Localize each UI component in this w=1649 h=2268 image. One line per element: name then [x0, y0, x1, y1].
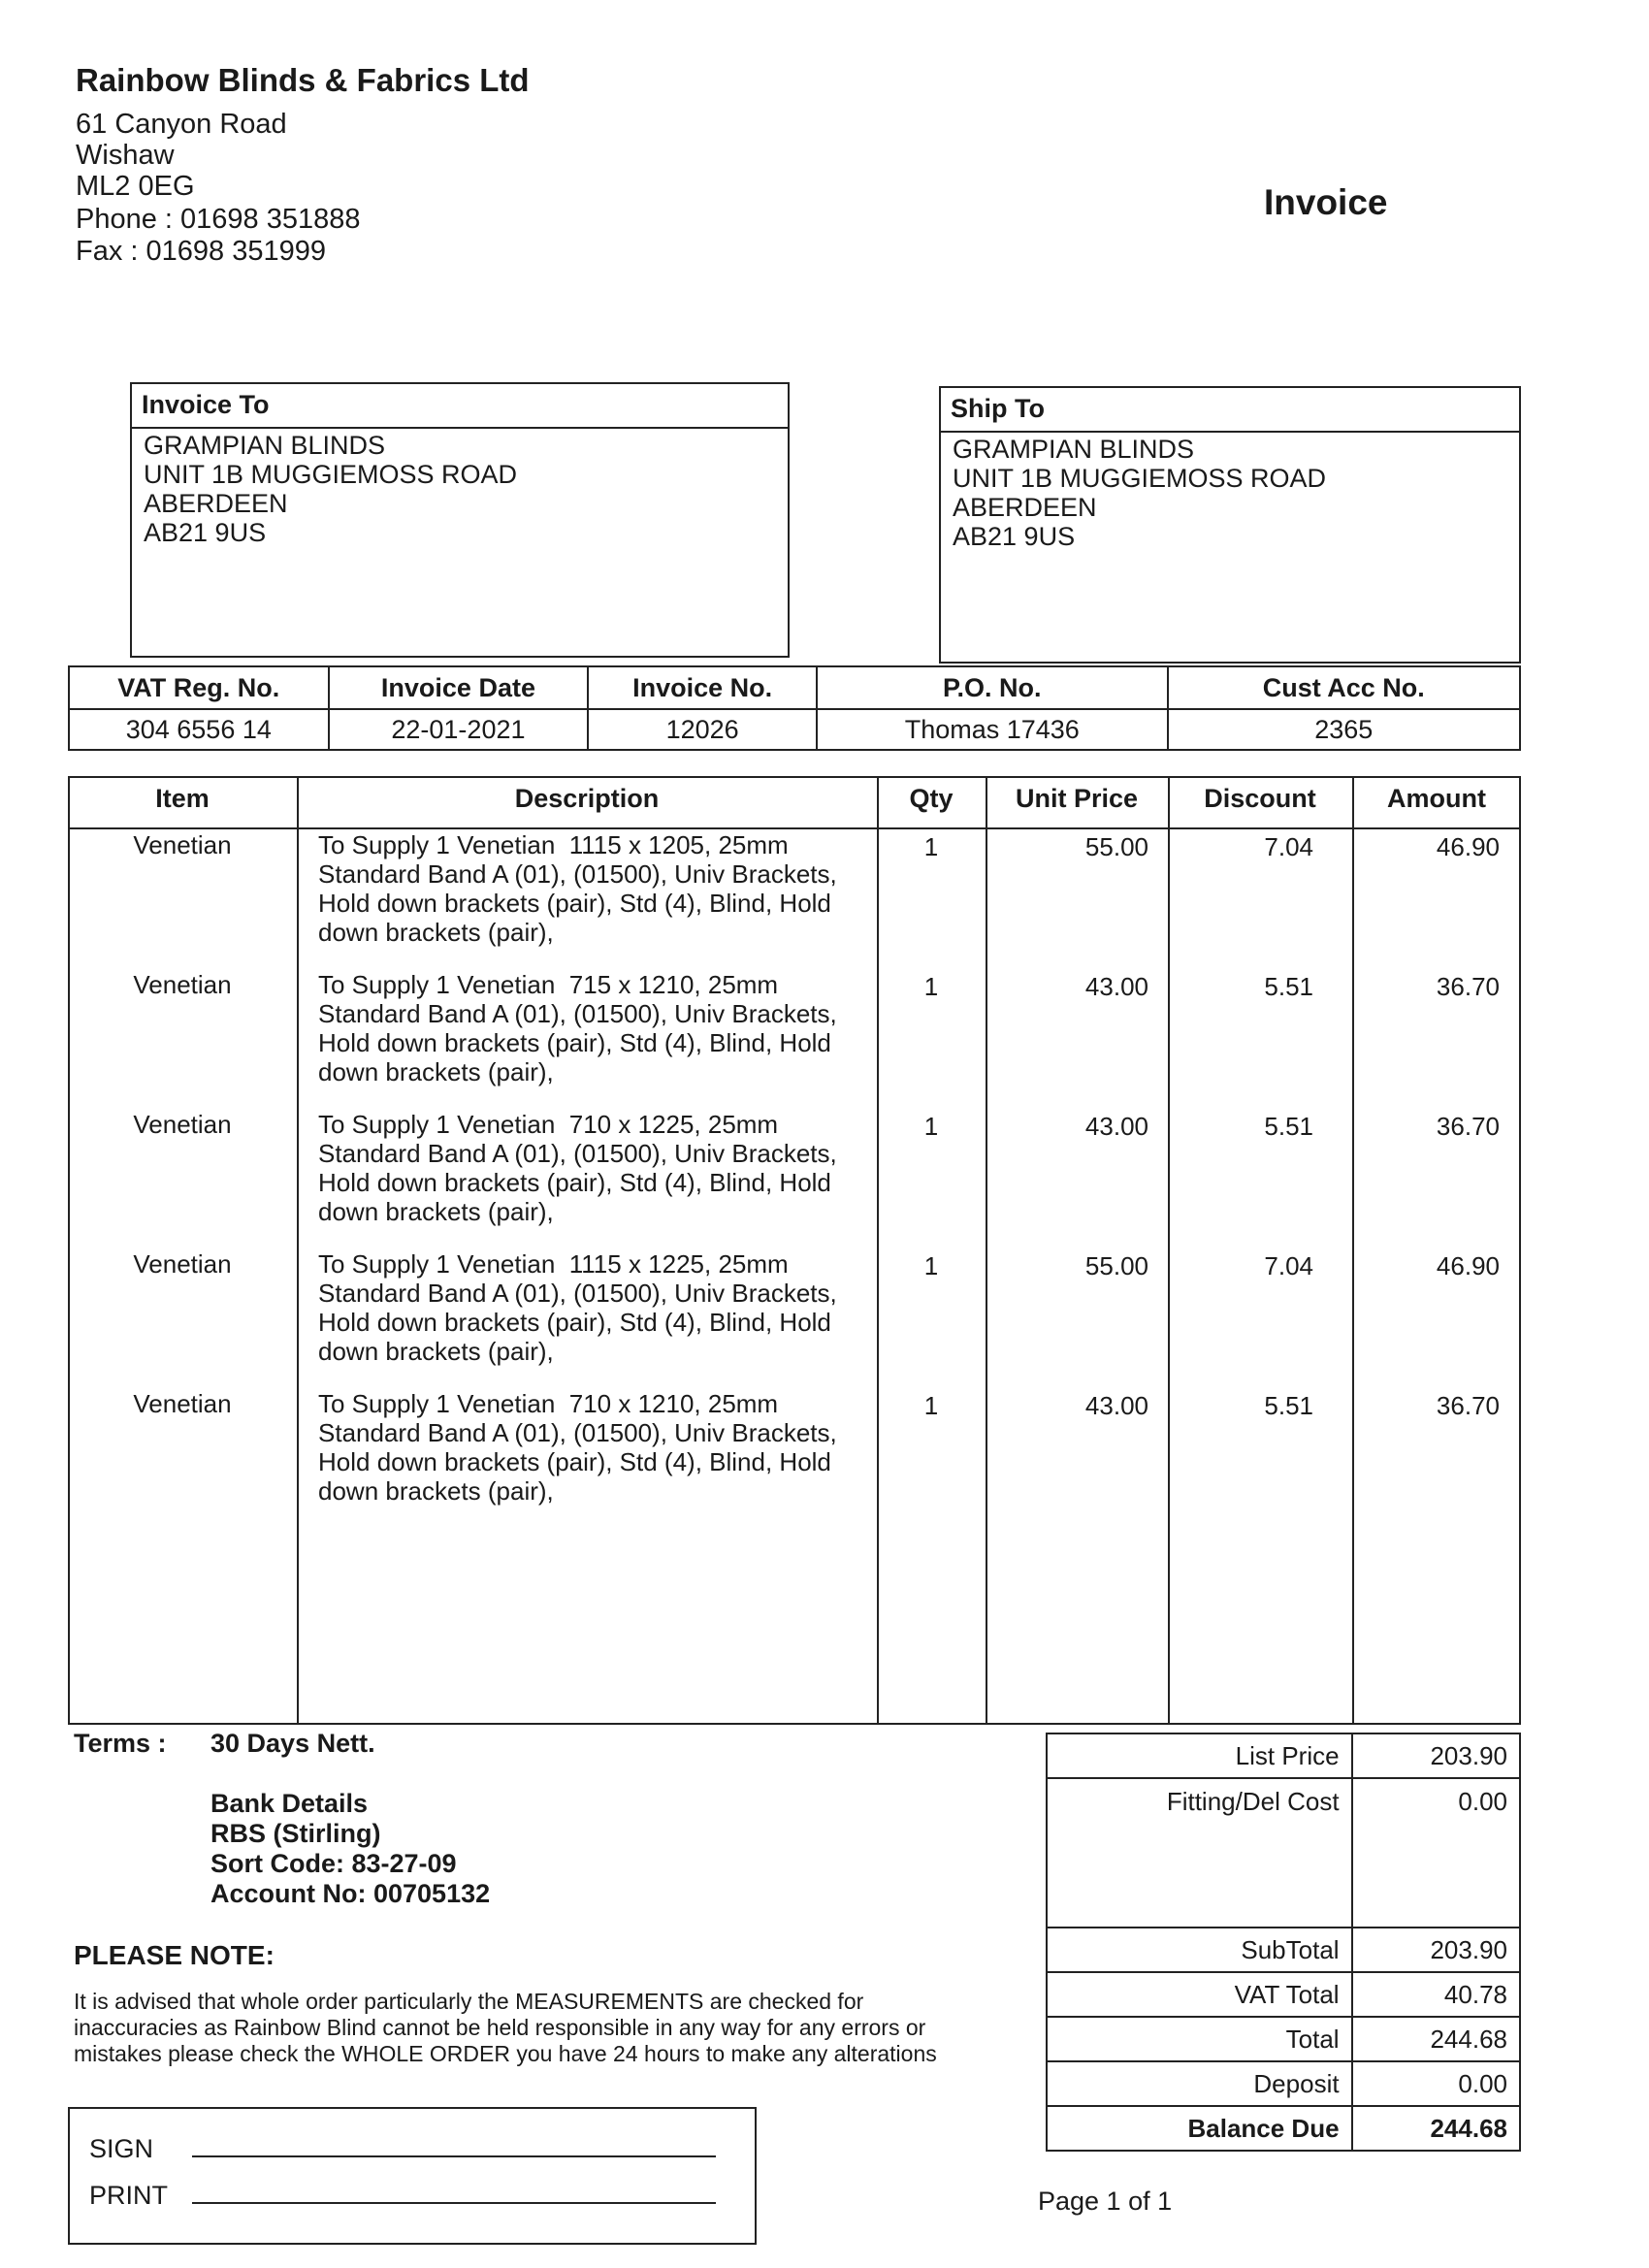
sort-code: Sort Code: 83-27-09: [210, 1849, 457, 1878]
description-line: To Supply 1 Venetian 710 x 1225, 25mm: [318, 1110, 779, 1139]
amount-cell: 36.70: [1436, 1112, 1500, 1141]
description-line: Hold down brackets (pair), Std (4), Blind, Hold: [318, 1447, 831, 1476]
description-line: Hold down brackets (pair), Std (4), Blind, Hold: [318, 1028, 831, 1057]
po-no-value: Thomas 17436: [817, 709, 1168, 750]
note-line: It is advised that whole order particularly the MEASUREMENTS are checked for: [74, 1989, 864, 2014]
description-cell: [318, 830, 871, 947]
description-line: down brackets (pair),: [318, 1197, 554, 1226]
column-divider: [877, 776, 879, 1725]
total-label: Total: [1047, 2017, 1352, 2061]
description-line: Hold down brackets (pair), Std (4), Blind, Hold: [318, 889, 831, 918]
item-header: Item: [155, 784, 210, 813]
item-cell: Venetian: [133, 830, 232, 859]
description-line: Standard Band A (01), (01500), Univ Brackets,: [318, 999, 837, 1028]
amount-header: Amount: [1387, 784, 1486, 813]
amount-cell: 36.70: [1436, 972, 1500, 1001]
qty-cell: 1: [923, 832, 939, 861]
terms-label: Terms :: [74, 1729, 167, 1758]
unit-price-cell: 43.00: [1084, 1112, 1148, 1141]
unit-price-cell: 55.00: [1084, 1251, 1148, 1280]
item-cell: Venetian: [133, 970, 232, 999]
invoice-to-line: AB21 9US: [144, 518, 267, 547]
ship-to-label: Ship To: [941, 388, 1519, 433]
description-line: down brackets (pair),: [318, 1476, 554, 1506]
qty-cell: 1: [923, 972, 939, 1001]
discount-cell: 5.51: [1264, 1391, 1313, 1420]
print-line[interactable]: [192, 2202, 716, 2204]
fitting-cost-value: 0.00: [1352, 1778, 1520, 1928]
description-line: To Supply 1 Venetian 1115 x 1205, 25mm: [318, 830, 789, 859]
discount-cell: 7.04: [1264, 832, 1313, 861]
account-number: Account No: 00705132: [210, 1879, 491, 1908]
column-divider: [1352, 776, 1354, 1725]
print-label: PRINT: [89, 2181, 168, 2210]
description-line: Standard Band A (01), (01500), Univ Brackets,: [318, 859, 837, 889]
invoice-to-line: GRAMPIAN BLINDS: [144, 431, 386, 460]
subtotal-value: 203.90: [1352, 1928, 1520, 1972]
note-title: PLEASE NOTE:: [74, 1940, 275, 1970]
invoice-to-line: UNIT 1B MUGGIEMOSS ROAD: [144, 460, 518, 489]
description-line: Hold down brackets (pair), Std (4), Blind, Hold: [318, 1308, 831, 1337]
description-line: Standard Band A (01), (01500), Univ Brackets,: [318, 1139, 837, 1168]
balance-due-label: Balance Due: [1047, 2106, 1352, 2151]
description-header: Description: [514, 784, 660, 813]
unit-price-header: Unit Price: [1015, 784, 1139, 813]
description-line: Hold down brackets (pair), Std (4), Blind, Hold: [318, 1168, 831, 1197]
description-line: down brackets (pair),: [318, 918, 554, 947]
discount-cell: 5.51: [1264, 972, 1313, 1001]
cust-acc-header: Cust Acc No.: [1168, 666, 1520, 709]
discount-cell: 7.04: [1264, 1251, 1313, 1280]
invoice-no-value: 12026: [588, 709, 817, 750]
subtotal-label: SubTotal: [1047, 1928, 1352, 1972]
vat-total-value: 40.78: [1352, 1972, 1520, 2017]
total-value: 244.68: [1352, 2017, 1520, 2061]
amount-cell: 36.70: [1436, 1391, 1500, 1420]
item-cell: Venetian: [133, 1389, 232, 1418]
item-cell: Venetian: [133, 1110, 232, 1139]
discount-cell: 5.51: [1264, 1112, 1313, 1141]
document-title: Invoice: [1264, 182, 1388, 222]
deposit-value: 0.00: [1352, 2061, 1520, 2106]
unit-price-cell: 43.00: [1084, 1391, 1148, 1420]
column-divider: [1168, 776, 1170, 1725]
description-line: To Supply 1 Venetian 715 x 1210, 25mm: [318, 970, 779, 999]
note-line: mistakes please check the WHOLE ORDER you have 24 hours to make any alterations: [74, 2041, 937, 2066]
cust-acc-value: 2365: [1168, 709, 1520, 750]
bank-name: RBS (Stirling): [210, 1819, 381, 1848]
company-fax: Fax : 01698 351999: [76, 236, 326, 267]
invoice-to-label: Invoice To: [132, 384, 788, 429]
vat-reg-value: 304 6556 14: [69, 709, 329, 750]
sign-label: SIGN: [89, 2134, 154, 2163]
vat-reg-header: VAT Reg. No.: [69, 666, 329, 709]
ship-to-line: ABERDEEN: [953, 493, 1097, 522]
invoice-info-table: [68, 665, 1521, 751]
description-cell: [318, 1110, 871, 1226]
description-cell: [318, 1249, 871, 1366]
description-line: down brackets (pair),: [318, 1057, 554, 1086]
note-line: inaccuracies as Rainbow Blind cannot be held responsible in any way for any errors or: [74, 2015, 926, 2040]
invoice-to-box: [130, 382, 790, 658]
invoice-no-header: Invoice No.: [588, 666, 817, 709]
terms-value: 30 Days Nett.: [210, 1729, 375, 1758]
vat-total-label: VAT Total: [1047, 1972, 1352, 2017]
totals-table: [1046, 1733, 1521, 2152]
item-cell: Venetian: [133, 1249, 232, 1279]
bank-details-title: Bank Details: [210, 1789, 369, 1818]
ship-to-line: GRAMPIAN BLINDS: [953, 435, 1195, 464]
qty-cell: 1: [923, 1251, 939, 1280]
items-header-divider: [68, 827, 1521, 829]
description-line: To Supply 1 Venetian 710 x 1210, 25mm: [318, 1389, 779, 1418]
invoice-date-header: Invoice Date: [329, 666, 589, 709]
description-cell: [318, 970, 871, 1086]
column-divider: [986, 776, 987, 1725]
note-body: [74, 1989, 1005, 2067]
description-cell: [318, 1389, 871, 1506]
page-number: Page 1 of 1: [1038, 2187, 1173, 2216]
unit-price-cell: 43.00: [1084, 972, 1148, 1001]
invoice-date-value: 22-01-2021: [329, 709, 589, 750]
po-no-header: P.O. No.: [817, 666, 1168, 709]
amount-cell: 46.90: [1436, 832, 1500, 861]
sign-box: [68, 2107, 757, 2245]
description-line: down brackets (pair),: [318, 1337, 554, 1366]
list-price-value: 203.90: [1352, 1733, 1520, 1778]
qty-cell: 1: [923, 1391, 939, 1420]
balance-due-value: 244.68: [1352, 2106, 1520, 2151]
company-name: Rainbow Blinds & Fabrics Ltd: [76, 62, 530, 98]
qty-cell: 1: [923, 1112, 939, 1141]
ship-to-line: AB21 9US: [953, 522, 1076, 551]
description-line: To Supply 1 Venetian 1115 x 1225, 25mm: [318, 1249, 789, 1279]
deposit-label: Deposit: [1047, 2061, 1352, 2106]
company-phone: Phone : 01698 351888: [76, 204, 361, 235]
qty-header: Qty: [909, 784, 954, 813]
discount-header: Discount: [1204, 784, 1316, 813]
list-price-label: List Price: [1047, 1733, 1352, 1778]
company-address-line: 61 Canyon Road: [76, 109, 287, 140]
description-line: Standard Band A (01), (01500), Univ Brackets,: [318, 1418, 837, 1447]
description-line: Standard Band A (01), (01500), Univ Brackets,: [318, 1279, 837, 1308]
invoice-to-line: ABERDEEN: [144, 489, 288, 518]
amount-cell: 46.90: [1436, 1251, 1500, 1280]
fitting-cost-label: Fitting/Del Cost: [1047, 1778, 1352, 1928]
sign-line[interactable]: [192, 2155, 716, 2157]
ship-to-line: UNIT 1B MUGGIEMOSS ROAD: [953, 464, 1327, 493]
unit-price-cell: 55.00: [1084, 832, 1148, 861]
company-address-line: Wishaw: [76, 140, 175, 171]
company-address-line: ML2 0EG: [76, 171, 195, 202]
ship-to-box: [939, 386, 1521, 664]
column-divider: [297, 776, 299, 1725]
